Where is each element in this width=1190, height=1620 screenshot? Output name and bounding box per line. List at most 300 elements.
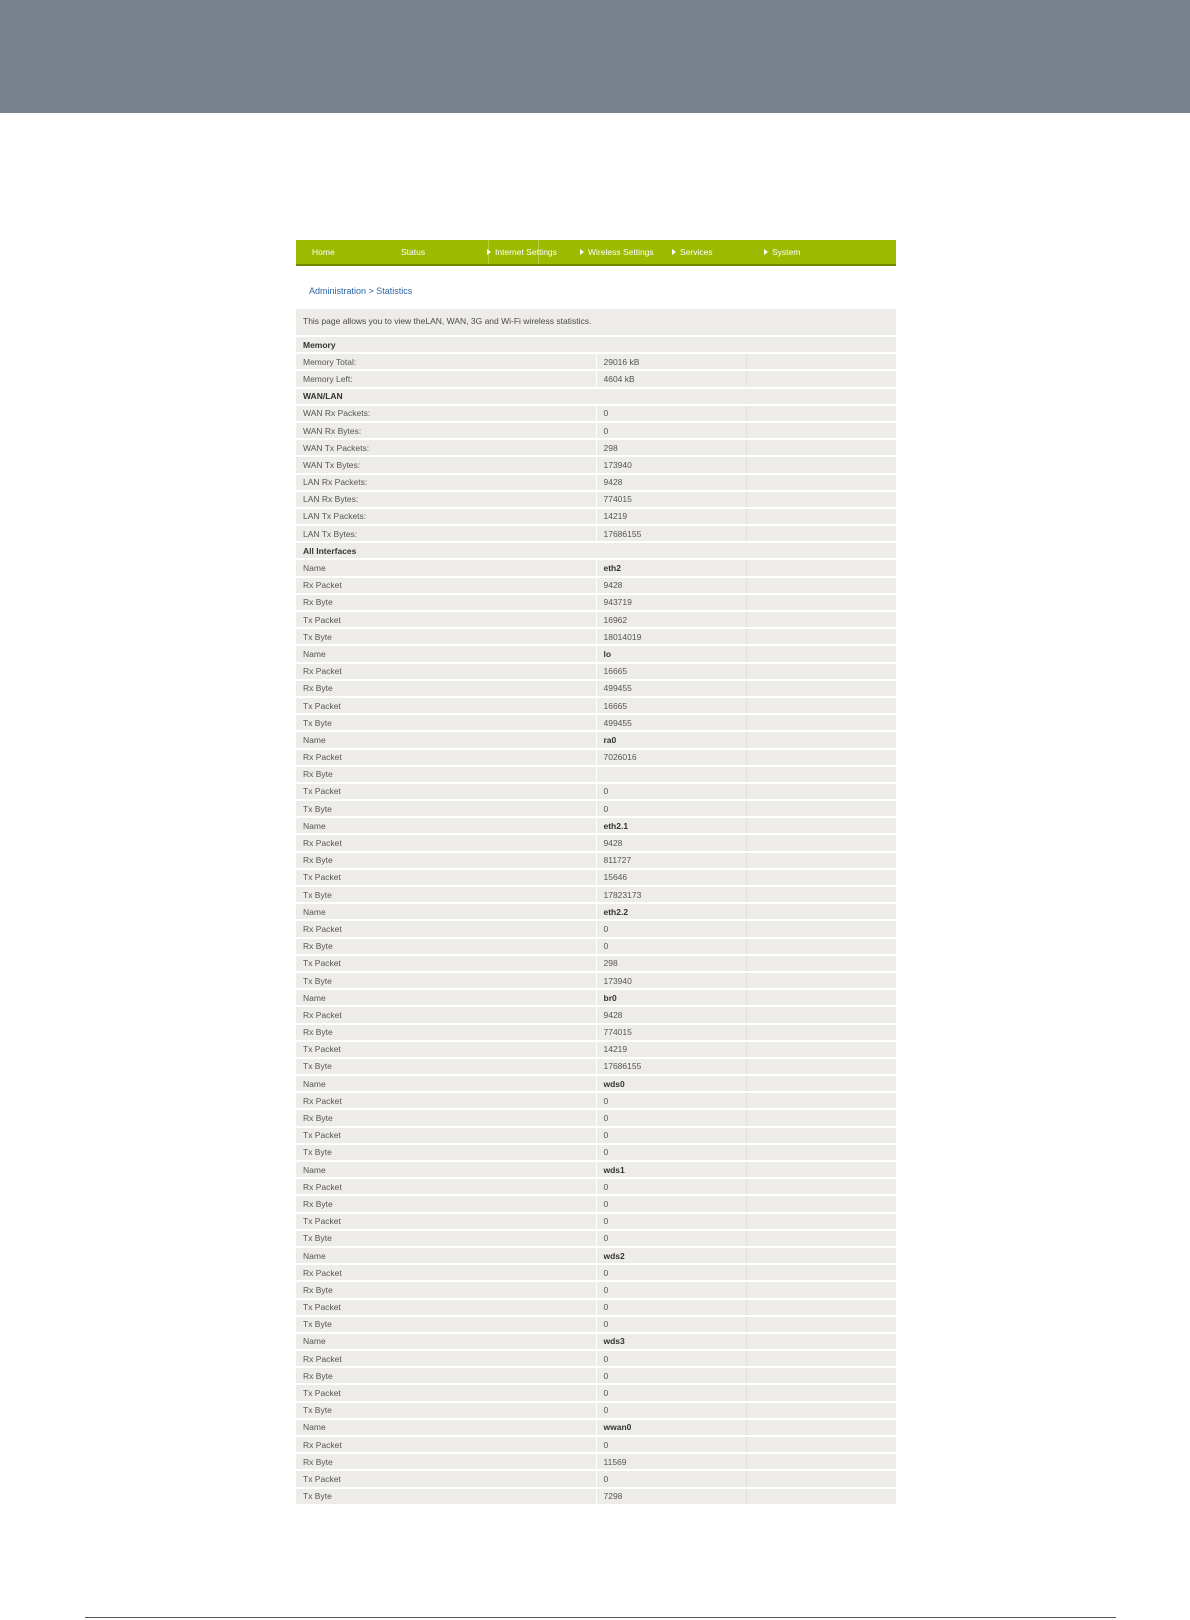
spacer-cell <box>746 1092 896 1109</box>
stat-value: 0 <box>596 1230 746 1247</box>
spacer-cell <box>746 920 896 937</box>
stat-label: Tx Packet <box>296 869 446 886</box>
stat-label: Tx Packet <box>296 1127 446 1144</box>
stat-row <box>296 1127 896 1144</box>
stat-label: Name <box>296 817 446 834</box>
stat-value: 774015 <box>596 491 746 508</box>
stat-label: Tx Byte <box>296 800 446 817</box>
interface-name-row <box>296 989 896 1006</box>
stat-label: Name <box>296 903 446 920</box>
stat-label: Rx Byte <box>296 1195 446 1212</box>
stat-value: 173940 <box>596 972 746 989</box>
interface-name: wds0 <box>596 1075 746 1092</box>
stat-row <box>296 1213 896 1230</box>
nav-item-wireless-settings[interactable]: Wireless Settings <box>580 247 645 257</box>
spacer-cell <box>446 1453 596 1470</box>
spacer-cell <box>746 1367 896 1384</box>
stat-row <box>296 594 896 611</box>
stat-row <box>296 869 896 886</box>
spacer-cell <box>746 817 896 834</box>
spacer-cell <box>746 353 896 370</box>
stat-label: Rx Byte <box>296 680 446 697</box>
triangle-right-icon <box>580 249 584 255</box>
stat-value: 0 <box>596 1092 746 1109</box>
stat-label: Name <box>296 1333 446 1350</box>
stat-row <box>296 422 896 439</box>
spacer-cell <box>446 938 596 955</box>
spacer-cell <box>746 938 896 955</box>
stat-value: 298 <box>596 439 746 456</box>
interface-name: ra0 <box>596 731 746 748</box>
spacer-cell <box>746 1144 896 1161</box>
stat-value: 0 <box>596 1195 746 1212</box>
stat-value: 0 <box>596 1213 746 1230</box>
stat-row <box>296 1144 896 1161</box>
stat-row <box>296 1350 896 1367</box>
spacer-cell <box>746 766 896 783</box>
stat-row <box>296 766 896 783</box>
stat-value: 499455 <box>596 680 746 697</box>
footer-rule <box>85 1617 1116 1618</box>
stat-label: Rx Byte <box>296 766 446 783</box>
stat-value: 173940 <box>596 456 746 473</box>
stat-label: Tx Byte <box>296 714 446 731</box>
triangle-right-icon <box>487 249 491 255</box>
section-header <box>296 337 896 353</box>
stat-label: LAN Rx Bytes: <box>296 491 446 508</box>
spacer-cell <box>746 1041 896 1058</box>
stat-value: 17823173 <box>596 886 746 903</box>
stat-value: 7026016 <box>596 749 746 766</box>
spacer-cell <box>446 1195 596 1212</box>
stat-label: Rx Byte <box>296 1367 446 1384</box>
stat-label: Tx Packet <box>296 1299 446 1316</box>
stat-row <box>296 714 896 731</box>
spacer-cell <box>446 1109 596 1126</box>
stat-label: LAN Tx Packets: <box>296 508 446 525</box>
stat-row <box>296 1402 896 1419</box>
spacer-cell <box>746 559 896 576</box>
stat-label: Rx Byte <box>296 1024 446 1041</box>
stat-value: 15646 <box>596 869 746 886</box>
stat-row <box>296 1006 896 1023</box>
nav-item-system[interactable]: System <box>764 247 834 257</box>
spacer-cell <box>746 1281 896 1298</box>
stat-row <box>296 577 896 594</box>
stat-row <box>296 1316 896 1333</box>
spacer-cell <box>446 731 596 748</box>
spacer-cell <box>746 474 896 491</box>
spacer-cell <box>446 1281 596 1298</box>
stat-value: 9428 <box>596 1006 746 1023</box>
spacer-cell <box>746 663 896 680</box>
interface-name-row <box>296 559 896 576</box>
stat-label: Tx Packet <box>296 783 446 800</box>
spacer-cell <box>746 422 896 439</box>
interface-name: lo <box>596 645 746 662</box>
section-title: All Interfaces <box>296 542 896 559</box>
interface-name-row <box>296 817 896 834</box>
spacer-cell <box>746 645 896 662</box>
spacer-cell <box>446 1230 596 1247</box>
stat-value: 943719 <box>596 594 746 611</box>
spacer-cell <box>446 1316 596 1333</box>
stat-value: 0 <box>596 1436 746 1453</box>
stat-label: Tx Packet <box>296 697 446 714</box>
stat-label: Name <box>296 559 446 576</box>
stat-row <box>296 1299 896 1316</box>
spacer-cell <box>446 1178 596 1195</box>
stat-row <box>296 628 896 645</box>
breadcrumb[interactable]: Administration > Statistics <box>309 286 413 296</box>
stat-value: 4604 kB <box>596 370 746 387</box>
stat-label: Memory Left: <box>296 370 446 387</box>
spacer-cell <box>446 886 596 903</box>
stat-label: Tx Byte <box>296 628 446 645</box>
stat-row <box>296 1367 896 1384</box>
stat-label: WAN Rx Bytes: <box>296 422 446 439</box>
spacer-cell <box>446 474 596 491</box>
stat-label: Rx Packet <box>296 1178 446 1195</box>
nav-item-internet-settings[interactable]: Internet Settings <box>487 247 552 257</box>
spacer-cell <box>746 697 896 714</box>
spacer-cell <box>746 439 896 456</box>
interface-name: wds2 <box>596 1247 746 1264</box>
spacer-cell <box>746 1195 896 1212</box>
stat-value: 811727 <box>596 852 746 869</box>
spacer-cell <box>446 1024 596 1041</box>
spacer-cell <box>446 611 596 628</box>
stat-label: Rx Byte <box>296 594 446 611</box>
stat-label: Tx Byte <box>296 1488 446 1505</box>
stat-label: Tx Byte <box>296 1058 446 1075</box>
spacer-cell <box>746 1230 896 1247</box>
stat-row <box>296 800 896 817</box>
spacer-cell <box>446 817 596 834</box>
spacer-cell <box>446 1488 596 1505</box>
stat-value: 18014019 <box>596 628 746 645</box>
spacer-cell <box>746 989 896 1006</box>
spacer-cell <box>746 1333 896 1350</box>
router-admin-page <box>296 240 896 1506</box>
interface-name: eth2.2 <box>596 903 746 920</box>
spacer-cell <box>746 1006 896 1023</box>
spacer-cell <box>446 1384 596 1401</box>
spacer-cell <box>746 1419 896 1436</box>
spacer-cell <box>746 955 896 972</box>
stat-label: LAN Tx Bytes: <box>296 525 446 542</box>
stat-row <box>296 1470 896 1487</box>
stat-row <box>296 1195 896 1212</box>
spacer-cell <box>446 1299 596 1316</box>
spacer-cell <box>746 508 896 525</box>
stat-label: Rx Packet <box>296 1436 446 1453</box>
interface-name-row <box>296 1075 896 1092</box>
stat-label: Tx Byte <box>296 972 446 989</box>
stat-label: Rx Byte <box>296 938 446 955</box>
stat-value: 14219 <box>596 508 746 525</box>
interface-name-row <box>296 903 896 920</box>
spacer-cell <box>446 1058 596 1075</box>
section-title: Memory <box>296 337 896 353</box>
spacer-cell <box>746 1316 896 1333</box>
spacer-cell <box>746 594 896 611</box>
spacer-cell <box>746 1264 896 1281</box>
spacer-cell <box>446 628 596 645</box>
spacer-cell <box>446 749 596 766</box>
section-title: WAN/LAN <box>296 388 896 405</box>
stat-value: 0 <box>596 1367 746 1384</box>
spacer-cell <box>746 1453 896 1470</box>
stat-label: Name <box>296 1161 446 1178</box>
spacer-cell <box>446 1075 596 1092</box>
stat-label: Name <box>296 1247 446 1264</box>
interface-name-row <box>296 1247 896 1264</box>
stat-row <box>296 955 896 972</box>
spacer-cell <box>446 783 596 800</box>
stat-value: 9428 <box>596 577 746 594</box>
spacer-cell <box>746 852 896 869</box>
spacer-cell <box>446 559 596 576</box>
spacer-cell <box>746 834 896 851</box>
spacer-cell <box>446 1367 596 1384</box>
stat-label: WAN Rx Packets: <box>296 405 446 422</box>
stat-value: 11569 <box>596 1453 746 1470</box>
spacer-cell <box>746 869 896 886</box>
spacer-cell <box>446 834 596 851</box>
stat-value: 14219 <box>596 1041 746 1058</box>
spacer-cell <box>746 1058 896 1075</box>
spacer-cell <box>746 903 896 920</box>
stat-row <box>296 938 896 955</box>
stat-label: Memory Total: <box>296 353 446 370</box>
stat-value: 0 <box>596 1316 746 1333</box>
stat-row <box>296 680 896 697</box>
nav-item-status[interactable]: Status <box>401 247 426 257</box>
stat-row <box>296 1109 896 1126</box>
stat-row <box>296 1281 896 1298</box>
interface-name-row <box>296 1161 896 1178</box>
stat-label: Tx Packet <box>296 1213 446 1230</box>
stat-value: 0 <box>596 938 746 955</box>
spacer-cell <box>446 1350 596 1367</box>
main-nav-bar <box>296 240 896 266</box>
spacer-cell <box>746 456 896 473</box>
stat-label: Rx Packet <box>296 1350 446 1367</box>
spacer-cell <box>446 422 596 439</box>
nav-item-services[interactable]: Services <box>672 247 742 257</box>
spacer-cell <box>446 1402 596 1419</box>
stat-value: 9428 <box>596 834 746 851</box>
stat-value: 0 <box>596 1178 746 1195</box>
spacer-cell <box>446 508 596 525</box>
spacer-cell <box>746 405 896 422</box>
stat-row <box>296 852 896 869</box>
spacer-cell <box>446 1333 596 1350</box>
stat-row <box>296 1178 896 1195</box>
stat-label: Rx Byte <box>296 1109 446 1126</box>
spacer-cell <box>746 714 896 731</box>
stat-value: 0 <box>596 405 746 422</box>
stat-label: Name <box>296 1075 446 1092</box>
spacer-cell <box>446 456 596 473</box>
stat-row <box>296 370 896 387</box>
stat-row <box>296 886 896 903</box>
stat-label: Rx Byte <box>296 1453 446 1470</box>
spacer-cell <box>446 353 596 370</box>
stat-row <box>296 1058 896 1075</box>
stat-row <box>296 1488 896 1505</box>
spacer-cell <box>746 1299 896 1316</box>
stat-label: WAN Tx Bytes: <box>296 456 446 473</box>
interface-name: wwan0 <box>596 1419 746 1436</box>
stat-value: 0 <box>596 1281 746 1298</box>
stat-row <box>296 920 896 937</box>
spacer-cell <box>746 525 896 542</box>
interface-name: eth2 <box>596 559 746 576</box>
stat-value: 0 <box>596 1402 746 1419</box>
stat-label: Rx Packet <box>296 749 446 766</box>
stat-row <box>296 439 896 456</box>
stat-row <box>296 1264 896 1281</box>
interface-name: wds3 <box>596 1333 746 1350</box>
spacer-cell <box>746 731 896 748</box>
stat-row <box>296 491 896 508</box>
spacer-cell <box>446 989 596 1006</box>
stat-label: Tx Byte <box>296 886 446 903</box>
stat-label: Tx Packet <box>296 1041 446 1058</box>
interface-name: br0 <box>596 989 746 1006</box>
spacer-cell <box>446 525 596 542</box>
spacer-cell <box>446 852 596 869</box>
stat-label: WAN Tx Packets: <box>296 439 446 456</box>
spacer-cell <box>446 1213 596 1230</box>
nav-item-home[interactable]: Home <box>312 247 335 257</box>
stat-label: Tx Byte <box>296 1144 446 1161</box>
spacer-cell <box>746 680 896 697</box>
stat-value: 298 <box>596 955 746 972</box>
spacer-cell <box>746 577 896 594</box>
spacer-cell <box>446 405 596 422</box>
spacer-cell <box>746 491 896 508</box>
spacer-cell <box>746 1488 896 1505</box>
stat-value: 0 <box>596 920 746 937</box>
stat-row <box>296 1436 896 1453</box>
stat-label: Name <box>296 731 446 748</box>
stat-value: 0 <box>596 1264 746 1281</box>
spacer-cell <box>746 1384 896 1401</box>
spacer-cell <box>746 370 896 387</box>
stat-label: Name <box>296 645 446 662</box>
stat-row <box>296 1024 896 1041</box>
stat-row <box>296 525 896 542</box>
stat-row <box>296 474 896 491</box>
stat-row <box>296 353 896 370</box>
stat-row <box>296 508 896 525</box>
spacer-cell <box>746 611 896 628</box>
spacer-cell <box>746 1127 896 1144</box>
spacer-cell <box>746 1213 896 1230</box>
interface-name-row <box>296 1419 896 1436</box>
stat-label: Rx Byte <box>296 852 446 869</box>
stat-value: 17686155 <box>596 1058 746 1075</box>
stat-label: Tx Byte <box>296 1230 446 1247</box>
stat-value: 0 <box>596 1144 746 1161</box>
spacer-cell <box>746 800 896 817</box>
spacer-cell <box>446 766 596 783</box>
spacer-cell <box>446 697 596 714</box>
interface-name: eth2.1 <box>596 817 746 834</box>
spacer-cell <box>446 714 596 731</box>
stat-label: Rx Packet <box>296 663 446 680</box>
stat-label: Rx Packet <box>296 1092 446 1109</box>
spacer-cell <box>446 920 596 937</box>
spacer-cell <box>746 1247 896 1264</box>
spacer-cell <box>746 886 896 903</box>
interface-name-row <box>296 731 896 748</box>
stat-label: Rx Packet <box>296 1006 446 1023</box>
spacer-cell <box>446 594 596 611</box>
spacer-cell <box>446 577 596 594</box>
document-header-banner <box>0 0 1190 113</box>
stat-value: 16665 <box>596 697 746 714</box>
spacer-cell <box>446 1006 596 1023</box>
stat-value: 0 <box>596 422 746 439</box>
spacer-cell <box>446 370 596 387</box>
stat-label: Tx Byte <box>296 1402 446 1419</box>
spacer-cell <box>746 1436 896 1453</box>
spacer-cell <box>446 1144 596 1161</box>
stat-row <box>296 456 896 473</box>
page-description: This page allows you to view theLAN, WAN, 3G and Wi-Fi wireless statistics. <box>296 309 896 337</box>
stat-value: 499455 <box>596 714 746 731</box>
stat-row <box>296 972 896 989</box>
stat-value: 9428 <box>596 474 746 491</box>
stat-value <box>596 766 746 783</box>
spacer-cell <box>746 1109 896 1126</box>
triangle-right-icon <box>764 249 768 255</box>
stat-label: Rx Byte <box>296 1281 446 1298</box>
spacer-cell <box>746 1161 896 1178</box>
stat-value: 0 <box>596 1350 746 1367</box>
stat-label: Name <box>296 989 446 1006</box>
statistics-table <box>296 337 896 1506</box>
spacer-cell <box>746 628 896 645</box>
spacer-cell <box>446 972 596 989</box>
stat-row <box>296 783 896 800</box>
stat-label: Tx Packet <box>296 1470 446 1487</box>
stat-label: Rx Packet <box>296 920 446 937</box>
spacer-cell <box>446 869 596 886</box>
spacer-cell <box>446 1419 596 1436</box>
stat-row <box>296 663 896 680</box>
spacer-cell <box>746 1075 896 1092</box>
stat-label: Tx Packet <box>296 1384 446 1401</box>
interface-name-row <box>296 645 896 662</box>
stat-row <box>296 1041 896 1058</box>
triangle-right-icon <box>672 249 676 255</box>
stat-row <box>296 1230 896 1247</box>
stat-value: 16962 <box>596 611 746 628</box>
stat-value: 7298 <box>596 1488 746 1505</box>
spacer-cell <box>746 783 896 800</box>
stat-value: 0 <box>596 1109 746 1126</box>
spacer-cell <box>746 1470 896 1487</box>
stat-row <box>296 1384 896 1401</box>
spacer-cell <box>446 1264 596 1281</box>
stat-value: 0 <box>596 1299 746 1316</box>
stat-row <box>296 834 896 851</box>
